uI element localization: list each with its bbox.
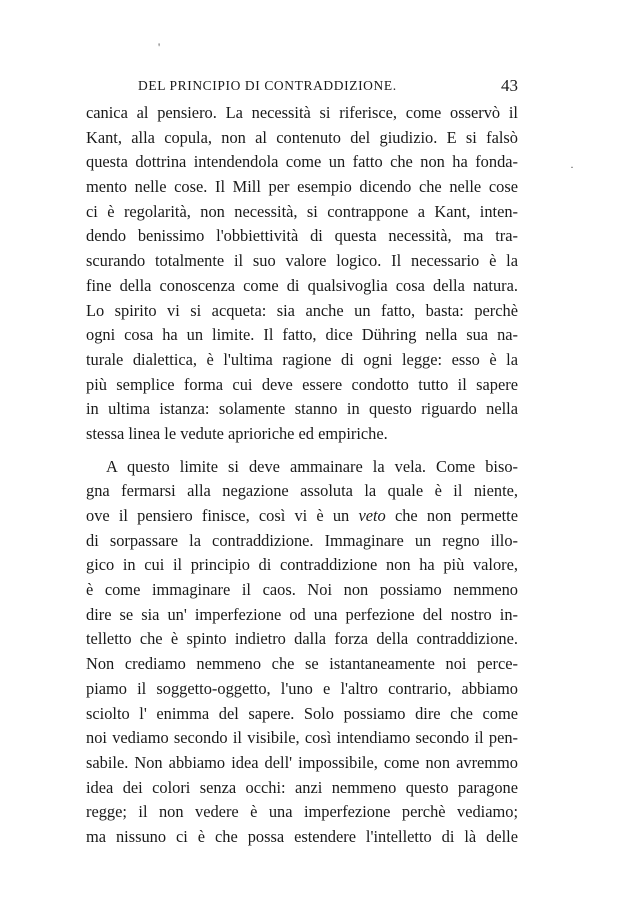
text-line: telletto che è spinto indietro dalla forza della contraddizione. (86, 629, 518, 649)
text-line: è come immaginare il caos. Noi non possiamo nemmeno (86, 580, 518, 600)
text-line: turale dialettica, è l'ultima ragione di ogni legge: esso è la (86, 349, 518, 369)
text-line: Kant, alla copula, non al contenuto del giudizio. E si falsò (86, 127, 518, 147)
print-speck: ' (158, 40, 161, 54)
text-line: ogni cosa ha un limite. Il fatto, dice Dühring nella sua na- (86, 325, 518, 345)
text-line: noi vediamo secondo il visibile, così intendiamo secondo il pen- (86, 728, 518, 748)
body-text (86, 101, 518, 850)
italic-word: veto (358, 506, 386, 525)
text-line: A questo limite si deve ammainare la vela. Come biso- (106, 456, 518, 476)
text-line: ma nissuno ci è che possa estendere l'intelletto di là delle (86, 826, 518, 846)
text-line: in ultima istanza: solamente stanno in questo riguardo nella (86, 399, 518, 419)
text-line: sabile. Non abbiamo idea dell' impossibile, come non avremmo (86, 752, 518, 772)
text-line: mento nelle cose. Il Mill per esempio dicendo che nelle cose (86, 177, 518, 197)
text-line: scurando totalmente il suo valore logico. Il necessario è la (86, 251, 518, 271)
text-span: che non permette (385, 506, 518, 525)
page-header (86, 76, 518, 98)
text-line: gna fermarsi alla negazione assoluta la quale è il niente, (86, 481, 518, 501)
text-line: idea dei colori senza occhi: anzi nemmeno questo paragone (86, 777, 518, 797)
text-line: più semplice forma cui deve essere condotto tutto il sapere (86, 374, 518, 394)
text-line: gico in cui il principio di contraddizione non ha più valore, (86, 555, 518, 575)
text-line: dire se sia un' imperfezione od una perfezione del nostro in- (86, 604, 518, 624)
text-line: sciolto l' enimma del sapere. Solo possiamo dire che come (86, 703, 518, 723)
text-line: questa dottrina intendendola come un fatto che non ha fonda- (86, 152, 518, 172)
text-line: di sorpassare la contraddizione. Immaginare un regno illo- (86, 530, 518, 550)
running-head: DEL PRINCIPIO DI CONTRADDIZIONE. (138, 78, 397, 93)
page-number: 43 (501, 76, 518, 95)
text-line: piamo il soggetto-oggetto, l'uno e l'altro contrario, abbiamo (86, 678, 518, 698)
text-line: canica al pensiero. La necessità si riferisce, come osservò il (86, 103, 518, 122)
text-line: dendo benissimo l'obbiettività di questa necessità, ma tra- (86, 226, 518, 246)
text-line (86, 504, 518, 529)
text-span: ove il pensiero finisce, così vi è un (86, 506, 359, 525)
text-line: ci è regolarità, non necessità, si contrappone a Kant, inten- (86, 201, 518, 221)
text-line: stessa linea le vedute aprioriche ed empiriche. (86, 423, 388, 443)
text-line: regge; il non vedere è una imperfezione perchè vediamo; (86, 802, 518, 822)
text-line: Lo spirito vi si acqueta: sia anche un fatto, basta: perchè (86, 300, 518, 320)
text-line: fine della conoscenza come di qualsivoglia cosa della natura. (86, 275, 518, 295)
text-line: Non crediamo nemmeno che se istantaneamente noi perce- (86, 654, 518, 674)
print-speck: · (570, 160, 574, 174)
